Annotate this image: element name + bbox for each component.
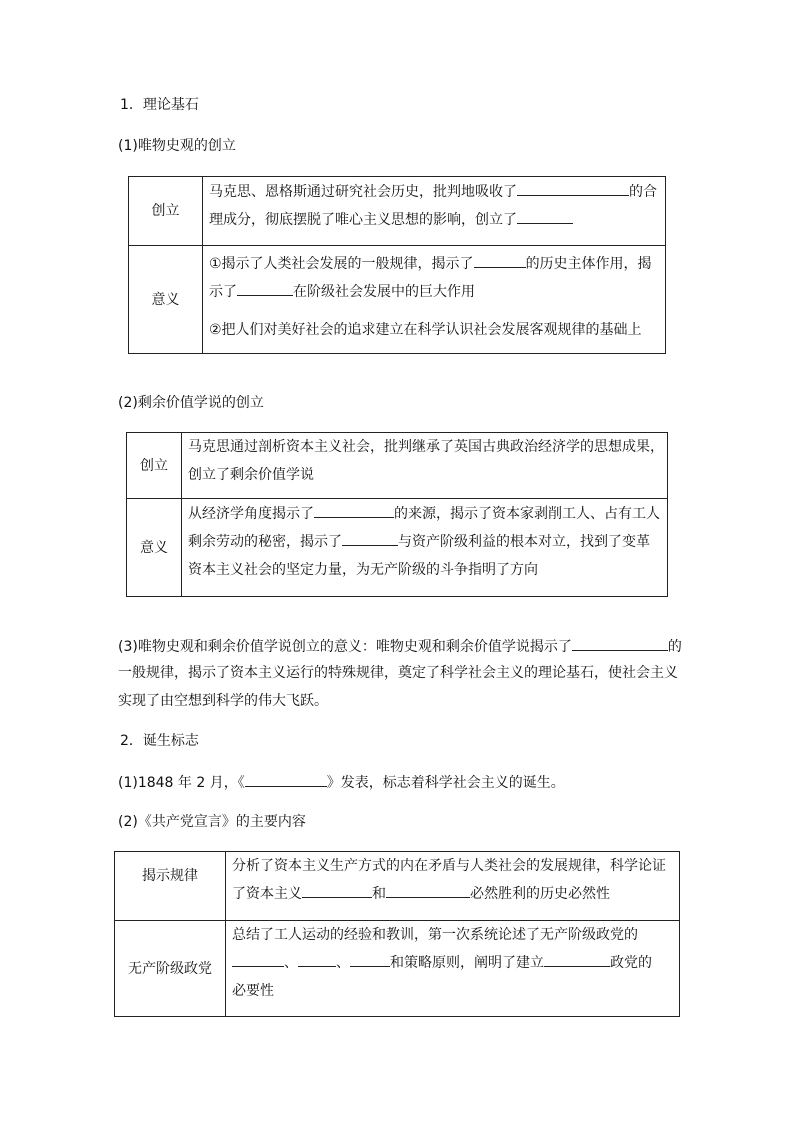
fill-blank[interactable] — [298, 954, 336, 967]
text: 》发表，标志着科学社会主义的诞生。 — [326, 775, 565, 791]
text: 了资本主义 — [232, 886, 302, 902]
row-label-significance: 意义 — [129, 246, 203, 354]
text: 示了 — [209, 284, 237, 300]
subsection-title-manifesto: (2)《共产党宣言》的主要内容 — [118, 814, 306, 830]
row-label-significance: 意义 — [127, 499, 182, 597]
text: ①揭示了人类社会发展的一般规律，揭示了 — [209, 256, 474, 272]
text: 分析了资本主义生产方式的内在矛盾与人类社会的发展规律，科学论证 — [232, 858, 666, 874]
table-row — [129, 246, 666, 354]
text: 马克思通过剖析资本主义社会，批判继承了英国古典政治经济学的思想成果， — [188, 439, 664, 455]
text: 、 — [284, 955, 298, 971]
table-row — [127, 499, 668, 597]
row-label-party: 无产阶级政党 — [115, 921, 226, 1017]
text: 的历史主体作用，揭 — [525, 256, 652, 272]
fill-blank[interactable] — [544, 954, 610, 967]
text: 总结了工人运动的经验和教训，第一次系统论述了无产阶级政党的 — [232, 927, 638, 943]
text: 创立了剩余价值学说 — [188, 467, 314, 483]
row-label-founding: 创立 — [127, 433, 182, 499]
row-label-laws — [115, 852, 226, 921]
table-row — [115, 852, 680, 921]
text: 马克思、恩格斯通过研究社会历史，批判地吸收了 — [209, 184, 517, 200]
table-row — [127, 433, 668, 499]
fill-blank[interactable] — [232, 954, 284, 967]
section-heading-2: 2．诞生标志 — [120, 733, 199, 749]
fill-blank[interactable] — [517, 211, 573, 224]
text: 从经济学角度揭示了 — [188, 506, 314, 522]
text: (1)1848 年 2 月，《 — [118, 775, 245, 791]
section-heading-1: 1．理论基石 — [120, 97, 199, 113]
fill-blank[interactable] — [237, 283, 293, 296]
subsection-title-surplus-value: (2)剩余价值学说的创立 — [118, 395, 264, 411]
paragraph-line: 一般规律，揭示了资本主义运行的特殊规律，奠定了科学社会主义的理论基石，使社会主义 — [118, 665, 678, 681]
text: 必然胜利的历史必然性 — [470, 886, 610, 902]
table-manifesto — [114, 851, 680, 1017]
text: 在阶级社会发展中的巨大作用 — [293, 284, 475, 300]
text: 的 — [667, 639, 682, 655]
text: 必要性 — [232, 983, 274, 999]
fill-blank[interactable] — [314, 505, 394, 518]
table-row — [129, 177, 666, 246]
row-content-significance — [203, 246, 666, 354]
text: 资本主义社会的坚定力量，为无产阶级的斗争指明了方向 — [188, 562, 538, 578]
fill-blank[interactable] — [386, 885, 470, 898]
fill-blank[interactable] — [245, 774, 327, 787]
table-historical-materialism — [128, 176, 666, 354]
fill-blank[interactable] — [517, 183, 629, 196]
table-row — [115, 921, 680, 1017]
text: 理成分，彻底摆脱了唯心主义思想的影响，创立了 — [209, 212, 517, 228]
text: 与资产阶级利益的根本对立，找到了变革 — [398, 534, 650, 550]
paragraph-line — [118, 638, 682, 654]
text: 的合 — [629, 184, 657, 200]
fill-blank[interactable] — [342, 533, 398, 546]
row-content-laws — [226, 852, 680, 921]
text: 、 — [336, 955, 350, 971]
table-surplus-value — [126, 432, 668, 597]
fill-blank[interactable] — [572, 638, 668, 651]
row-content-significance — [182, 499, 668, 597]
text: 政党的 — [610, 955, 652, 971]
fill-blank[interactable] — [350, 954, 390, 967]
text: 和策略原则，阐明了建立 — [390, 955, 544, 971]
text: (3)唯物史观和剩余价值学说创立的意义：唯物史观和剩余价值学说揭示了 — [118, 639, 572, 655]
row-content-party — [226, 921, 680, 1017]
text: 剩余劳动的秘密，揭示了 — [188, 534, 342, 550]
row-content-founding — [182, 433, 668, 499]
row-content-founding — [203, 177, 666, 246]
row-label-founding: 创立 — [129, 177, 203, 246]
text: ②把人们对美好社会的追求建立在科学认识社会发展客观规律的基础上 — [209, 322, 642, 338]
paragraph-line: 实现了由空想到科学的伟大飞跃。 — [118, 693, 328, 709]
fill-blank[interactable] — [474, 255, 526, 268]
text: 的来源，揭示了资本家剥削工人、占有工人 — [394, 506, 660, 522]
subsection-title-historical-materialism: (1)唯物史观的创立 — [118, 138, 236, 154]
text: 和 — [372, 886, 386, 902]
paragraph-line — [118, 774, 565, 790]
fill-blank[interactable] — [302, 885, 372, 898]
text: 揭示规律 — [142, 868, 198, 884]
